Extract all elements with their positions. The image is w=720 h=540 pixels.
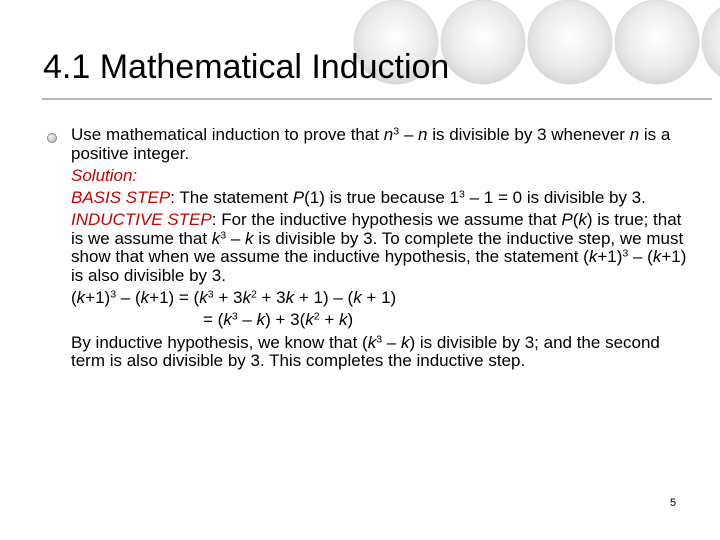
basis-step-paragraph: BASIS STEP: The statement P(1) is true because $1^3 - 1 = 0$ is divisible by 3.	[71, 188, 646, 208]
slide-body	[71, 126, 691, 375]
slide-title: 4.1 Mathematical Induction	[43, 48, 450, 86]
inductive-step-label: INDUCTIVE STEP	[71, 210, 212, 230]
inductive-step-paragraph: INDUCTIVE STEP: For the inductive hypothesis we assume that P(k) is true; that is we assume that $k^3$ – k is divisible by 3. To complete the inductive step, we must show that when we assume the inductive hypothesis, the statement $(k+1)^3 - (k+1)$ is also divisible by 3.	[71, 210, 687, 285]
title-divider	[42, 98, 712, 100]
decorative-circle	[441, 0, 525, 84]
decorative-circle	[615, 0, 699, 84]
decorative-circle	[702, 0, 720, 84]
equation-line-1: $(k+1)^3 - (k+1) = (k^3 + 3k^2 + 3k + 1) - (k + 1)$	[71, 288, 397, 308]
equation-line-2: = $(k^3 - k) + 3(k^2 + k)$	[203, 310, 354, 330]
page-number: 5	[670, 497, 677, 509]
claim-paragraph: Use mathematical induction to prove that $n^3$ – n is divisible by 3 whenever n is a positive integer.	[71, 125, 671, 163]
decorative-circle	[528, 0, 612, 84]
basis-step-label: BASIS STEP	[71, 188, 171, 208]
conclusion-paragraph: By inductive hypothesis, we know that $(k^3 - k)$ is divisible by 3; and the second term is also divisible by 3. This completes the inductive step.	[71, 332, 660, 371]
solution-label: Solution:	[71, 165, 138, 185]
bullet-icon	[47, 133, 57, 143]
